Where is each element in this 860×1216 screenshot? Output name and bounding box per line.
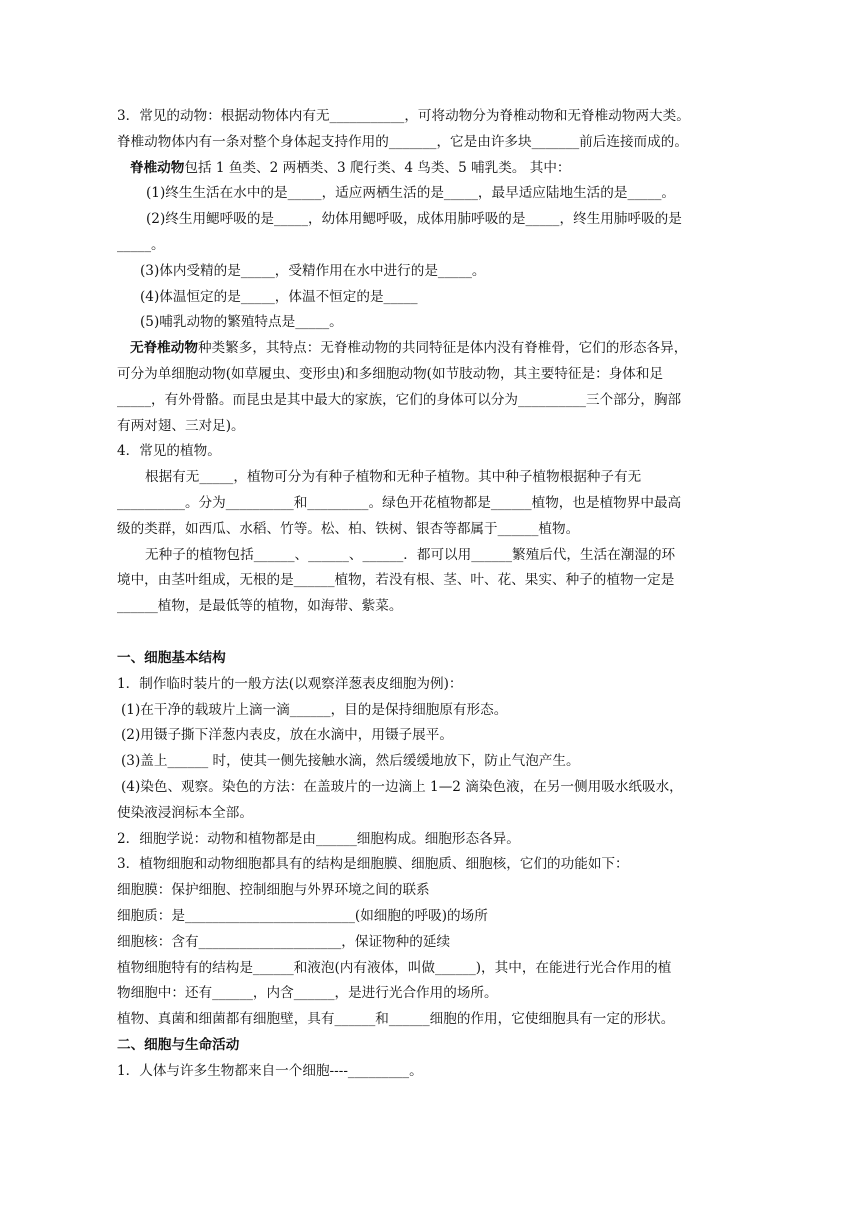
text-span: 包括 1 鱼类、2 两栖类、3 爬行类、4 鸟类、5 哺乳类。 其中： bbox=[184, 159, 571, 176]
text-line: 4．常见的植物。 bbox=[117, 443, 221, 460]
text-line: 3．植物细胞和动物细胞都具有的结构是细胞膜、细胞质、细胞核，它们的功能如下： bbox=[117, 856, 629, 873]
text-line: 细胞核：含有_____________________，保证物种的延续 bbox=[117, 933, 451, 950]
text-line: (4)体温恒定的是_____，体温不恒定的是_____ bbox=[140, 288, 418, 305]
text-line bbox=[117, 336, 757, 362]
bold-term: 无脊椎动物 bbox=[130, 340, 198, 357]
text-line: 脊椎动物体内有一条对整个身体起支持作用的_______，它是由许多块_______前后连接而成的。 bbox=[117, 133, 688, 150]
text-line: 细胞膜：保护细胞、控制细胞与外界环境之间的联系 bbox=[117, 882, 430, 899]
text-line: (2)用镊子撕下洋葱内表皮，放在水滴中，用镊子展平。 bbox=[121, 727, 453, 744]
section-heading: 二、细胞与生命活动 bbox=[117, 1036, 240, 1053]
text-line: 物细胞中：还有______，内含______，是进行光合作用的场所。 bbox=[117, 985, 498, 1002]
text-line: (1)在干净的载玻片上滴一滴______，目的是保持细胞原有形态。 bbox=[121, 701, 508, 718]
text-line: (3)体内受精的是_____，受精作用在水中进行的是_____。 bbox=[140, 262, 486, 279]
text-line: 无种子的植物包括______、______、______．都可以用______繁殖后代，生活在潮湿的环 bbox=[145, 546, 676, 563]
text-line: (5)哺乳动物的繁殖特点是_____。 bbox=[140, 314, 343, 331]
text-line: 植物细胞特有的结构是______和液泡(内有液体，叫做______)，其中，在能进行光合作用的植 bbox=[117, 959, 672, 976]
text-line: 细胞质：是_________________________(如细胞的呼吸)的场所 bbox=[117, 907, 488, 924]
text-line: 使染液浸润标本全部。 bbox=[117, 804, 253, 821]
text-line: _____。 bbox=[117, 236, 165, 253]
text-line: (4)染色、观察。染色的方法：在盖玻片的一边滴上 1—2 滴染色液，在另一侧用吸水纸吸水， bbox=[121, 778, 683, 795]
text-line: (2)终生用鳃呼吸的是_____，幼体用鳃呼吸，成体用肺呼吸的是_____，终生用肺呼吸的是 bbox=[146, 211, 682, 228]
text-line: 2．细胞学说：动物和植物都是由______细胞构成。细胞形态各异。 bbox=[117, 830, 520, 847]
blank-line bbox=[117, 620, 757, 646]
text-line: 境中，由茎叶组成，无根的是______植物，若没有根、茎、叶、花、果实、种子的植物一定是 bbox=[117, 572, 675, 589]
text-span: 种类繁多，其特点：无脊椎动物的共同特征是体内没有脊椎骨，它们的形态各异， bbox=[197, 340, 688, 357]
text-line: 根据有无_____，植物可分为有种子植物和无种子植物。其中种子植物根据种子有无 bbox=[145, 469, 642, 486]
text-line: __________。分为__________和_________。绿色开花植物都是______植物，也是植物界中最高 bbox=[117, 494, 682, 511]
text-line: (3)盖上______ 时，使其一侧先接触水滴，然后缓缓地放下，防止气泡产生。 bbox=[121, 753, 580, 770]
text-line bbox=[117, 156, 757, 182]
bold-term: 脊椎动物 bbox=[130, 159, 185, 176]
document-body bbox=[117, 104, 757, 1084]
text-line: _____，有外骨骼。而昆虫是其中最大的家族，它们的身体可以分为__________三个部分，胸部 bbox=[117, 391, 682, 408]
text-line: 级的类群，如西瓜、水稻、竹等。松、柏、铁树、银杏等都属于______植物。 bbox=[117, 520, 580, 537]
text-line: 有两对翅、三对足)。 bbox=[117, 417, 245, 434]
text-line: 可分为单细胞动物(如草履虫、变形虫)和多细胞动物(如节肢动物，其主要特征是：身体和足 bbox=[117, 365, 664, 382]
text-line: 1．制作临时装片的一般方法(以观察洋葱表皮细胞为例)： bbox=[117, 675, 463, 692]
text-line: ______植物，是最低等的植物，如海带、紫菜。 bbox=[117, 598, 403, 615]
text-line: 1．人体与许多生物都来自一个细胞----_________。 bbox=[117, 1062, 423, 1079]
section-heading: 一、细胞基本结构 bbox=[117, 649, 226, 666]
text-line: (1)终生生活在水中的是_____，适应两栖生活的是_____，最早适应陆地生活的是_____。 bbox=[146, 185, 676, 202]
text-line: 植物、真菌和细菌都有细胞壁，具有______和______细胞的作用，它使细胞具有一定的形状。 bbox=[117, 1011, 675, 1028]
text-line: 3．常见的动物：根据动物体内有无___________，可将动物分为脊椎动物和无脊椎动物两大类。 bbox=[117, 108, 690, 124]
